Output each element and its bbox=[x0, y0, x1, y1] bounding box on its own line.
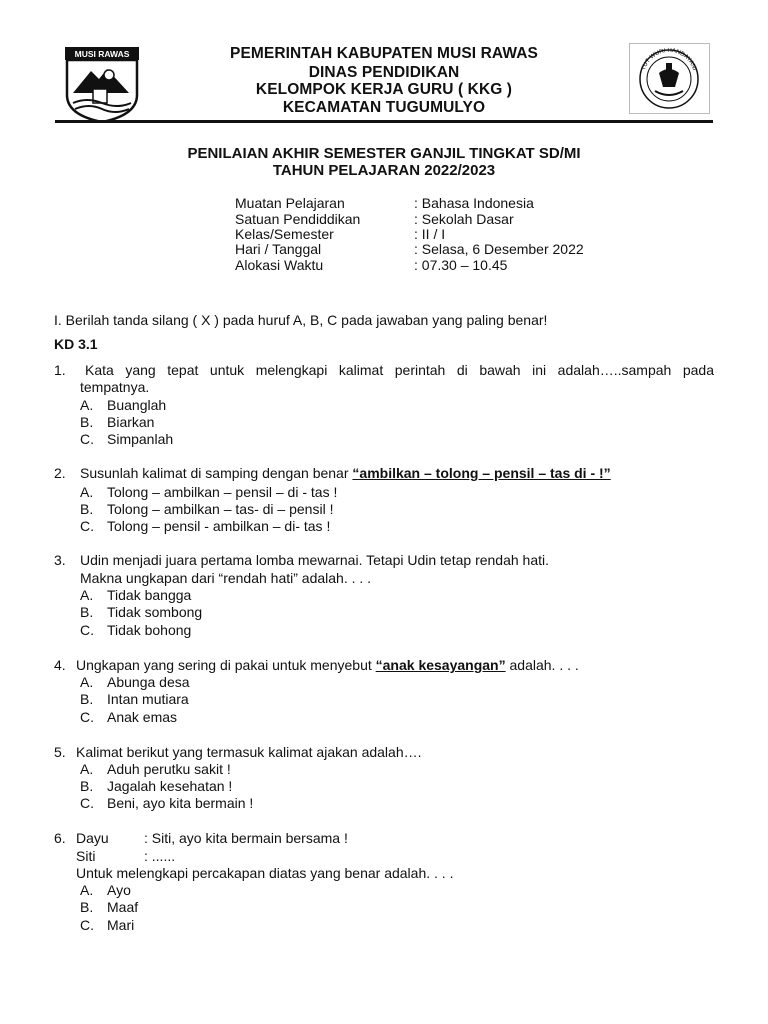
option-text: Simpanlah bbox=[107, 431, 174, 447]
option-letter: B. bbox=[80, 604, 94, 620]
info-label: Alokasi Waktu bbox=[235, 257, 324, 273]
info-label: Satuan Pendiddikan bbox=[235, 211, 361, 227]
option-letter: C. bbox=[80, 709, 94, 725]
option-text: Abunga desa bbox=[107, 674, 190, 690]
instruction: I. Berilah tanda silang ( X ) pada huruf A, B, C pada jawaban yang paling benar! bbox=[54, 312, 548, 328]
question-number: 6. bbox=[54, 830, 66, 846]
option-letter: C. bbox=[80, 917, 94, 933]
option-text: Beni, ayo kita bermain ! bbox=[107, 795, 254, 811]
question-number: 2. bbox=[54, 465, 66, 481]
info-row-time bbox=[235, 257, 655, 273]
option-text: Tolong – ambilkan – tas- di – pensil ! bbox=[107, 501, 334, 517]
option-text: Tidak sombong bbox=[107, 604, 203, 620]
question-number: 4. bbox=[54, 657, 66, 673]
kd-label: KD 3.1 bbox=[54, 336, 98, 352]
info-value: : Selasa, 6 Desember 2022 bbox=[414, 241, 584, 257]
info-value: : Sekolah Dasar bbox=[414, 211, 514, 227]
option-text: Aduh perutku sakit ! bbox=[107, 761, 231, 777]
option-letter: C. bbox=[80, 795, 94, 811]
logo-left-text: MUSI RAWAS bbox=[74, 49, 130, 59]
option-letter: A. bbox=[80, 397, 94, 413]
option-text: Anak emas bbox=[107, 709, 178, 725]
info-value: : 07.30 – 10.45 bbox=[414, 257, 508, 273]
option-letter: A. bbox=[80, 882, 94, 898]
option-text: Intan mutiara bbox=[107, 691, 189, 707]
option-letter: A. bbox=[80, 587, 94, 603]
question-number: 1. bbox=[54, 362, 66, 378]
option-text: Tolong – pensil - ambilkan – di- tas ! bbox=[107, 518, 331, 534]
option-letter: A. bbox=[80, 761, 94, 777]
header-line-district: KECAMATAN TUGUMULYO bbox=[282, 99, 486, 116]
header-line-kkg: KELOMPOK KERJA GURU ( KKG ) bbox=[255, 81, 513, 98]
info-label: Hari / Tanggal bbox=[235, 241, 322, 257]
header-line-office: DINAS PENDIDIKAN bbox=[308, 64, 460, 81]
question-text-plain: adalah. . . . bbox=[505, 657, 579, 673]
info-row-subject bbox=[235, 195, 655, 211]
option-letter: C. bbox=[80, 518, 94, 534]
info-row-date bbox=[235, 241, 655, 257]
option-letter: B. bbox=[80, 778, 94, 794]
dialog-speaker: Dayu bbox=[76, 830, 109, 846]
exam-year: TAHUN PELAJARAN 2022/2023 bbox=[272, 162, 496, 179]
option-text: Tolong – ambilkan – pensil – di - tas ! bbox=[107, 484, 338, 500]
option-text: Biarkan bbox=[107, 414, 155, 430]
question-text: Untuk melengkapi percakapan diatas yang benar adalah. . . . bbox=[76, 865, 454, 881]
question-text-emphasis: “anak kesayangan” bbox=[375, 657, 506, 673]
question-text-cont: Makna ungkapan dari “rendah hati” adalah. . . . bbox=[80, 570, 372, 586]
info-value: : II / I bbox=[414, 226, 446, 242]
option-letter: B. bbox=[80, 691, 94, 707]
logo-right-text: TUT WURI HANDAYANI bbox=[640, 47, 698, 72]
option-letter: B. bbox=[80, 414, 94, 430]
header-divider bbox=[55, 120, 713, 123]
info-label: Kelas/Semester bbox=[235, 226, 334, 242]
question-text: Udin menjadi juara pertama lomba mewarnai. Tetapi Udin tetap rendah hati. bbox=[80, 552, 550, 568]
option-letter: C. bbox=[80, 431, 94, 447]
dialog-speech: : ...... bbox=[144, 848, 176, 864]
option-letter: A. bbox=[80, 674, 94, 690]
option-text: Tidak bohong bbox=[107, 622, 192, 638]
question-number: 3. bbox=[54, 552, 66, 568]
option-letter: C. bbox=[80, 622, 94, 638]
question-text bbox=[76, 657, 579, 674]
option-text: Ayo bbox=[107, 882, 131, 898]
question-text-plain: Susunlah kalimat di samping dengan benar bbox=[80, 465, 353, 481]
info-row-school bbox=[235, 211, 655, 227]
option-letter: B. bbox=[80, 899, 94, 915]
info-row-class bbox=[235, 226, 655, 242]
dialog-speaker: Siti bbox=[76, 848, 96, 864]
question-text: Kalimat berikut yang termasuk kalimat ajakan adalah…. bbox=[76, 744, 422, 760]
option-text: Jagalah kesehatan ! bbox=[107, 778, 233, 794]
question-text-emphasis: “ambilkan – tolong – pensil – tas di - !” bbox=[352, 465, 611, 481]
option-letter: B. bbox=[80, 501, 94, 517]
header-line-government: PEMERINTAH KABUPATEN MUSI RAWAS bbox=[230, 45, 538, 62]
question-number: 5. bbox=[54, 744, 66, 760]
info-value: : Bahasa Indonesia bbox=[414, 195, 534, 211]
question-text bbox=[80, 465, 611, 482]
option-text: Mari bbox=[107, 917, 135, 933]
info-label: Muatan Pelajaran bbox=[235, 195, 345, 211]
exam-title: PENILAIAN AKHIR SEMESTER GANJIL TINGKAT SD/MI bbox=[187, 145, 581, 162]
option-text: Tidak bangga bbox=[107, 587, 192, 603]
dialog-speech: : Siti, ayo kita bermain bersama ! bbox=[144, 830, 348, 846]
question-text: Kata yang tepat untuk melengkapi kalimat perintah di bawah ini adalah…..sampah pada bbox=[85, 362, 714, 378]
option-text: Buanglah bbox=[107, 397, 167, 413]
tut-wuri-handayani-logo bbox=[629, 43, 710, 114]
question-text-plain: Ungkapan yang sering di pakai untuk menyebut bbox=[76, 657, 376, 673]
option-letter: A. bbox=[80, 484, 94, 500]
question-text-cont: tempatnya. bbox=[80, 379, 150, 395]
option-text: Maaf bbox=[107, 899, 139, 915]
